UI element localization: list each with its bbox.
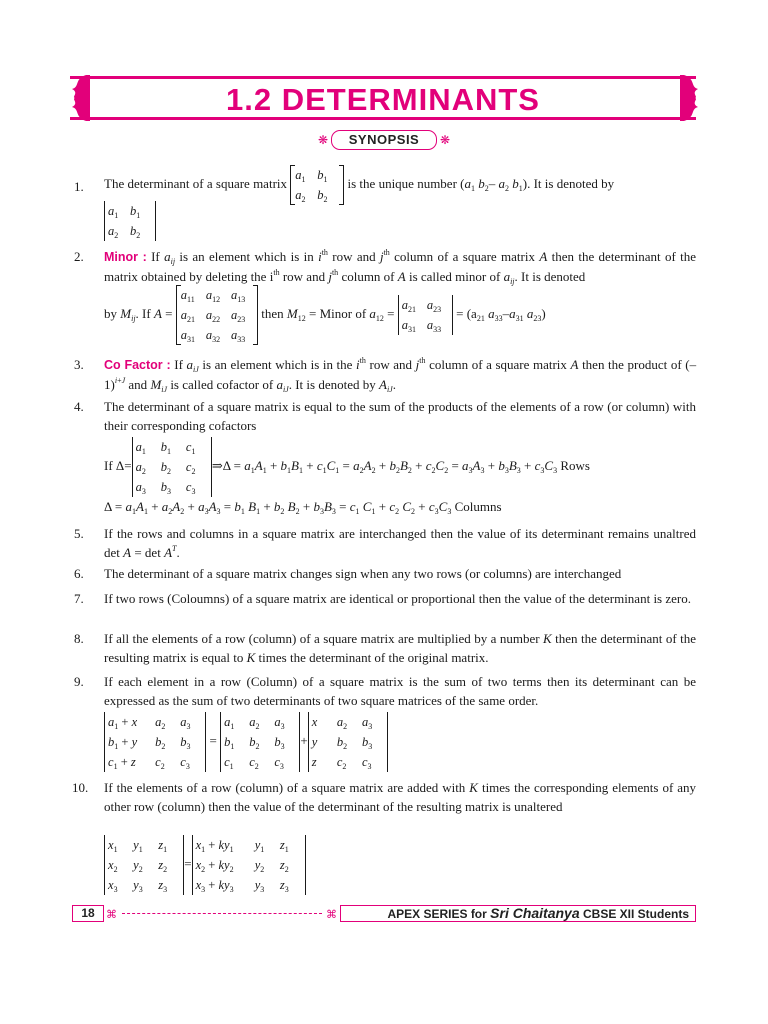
item-number: 8.: [74, 631, 84, 646]
item-number: 10.: [72, 780, 89, 795]
minor-example: by $M_{ij}$. If A = $a_{11}$ $a_{12}$ $a_{13}$ $a_{21}$ $a_{22}$ $a_{23}$ $a_{31}$ $a_{32}$ $a_{33}$ then $M_{12}$ = Minor of $a_{12}$ = $a_{21}$ $a_{23}$ $a_{31}$ $a_{33}$ = ($a_{21}$ $a_{33}-a_{31}$ $a_{23}$): [104, 285, 546, 345]
determinant: $a_1$ $b_1$ $c_1$ $a_2$ $b_2$ $c_2$ $a_3$ $b_3$ $c_3$: [132, 437, 212, 497]
determinant: $x_1 + ky_1$ $y_1$ $z_1$ $x_2 + ky_2$ $y_2$ $z_2$ $x_3 + ky_3$ $y_3$ $z_3$: [192, 835, 306, 895]
matrix: $a_{11}$ $a_{12}$ $a_{13}$ $a_{21}$ $a_{22}$ $a_{23}$ $a_{31}$ $a_{32}$ $a_{33}$: [176, 285, 258, 345]
footer-left-ornament-icon: ⌘: [106, 908, 117, 921]
item-number: 9.: [74, 674, 84, 689]
item-number: 2.: [74, 249, 84, 264]
synopsis-left-ornament-icon: ❋: [318, 133, 329, 147]
title-banner: [70, 76, 696, 120]
footer-divider: [122, 913, 322, 914]
item-number: 7.: [74, 591, 84, 606]
item-number: 6.: [74, 566, 84, 581]
item-text: Minor : If $a_{ij}$ is an element which is in $i^{th}$ row and $j^{th}$ column of a square matrix A then the determinant of the matrix obtained by deleting the $i^{th}$ row and $j^{th}$ column of A is called minor of $a_{ij}$. It is denoted: [104, 248, 697, 286]
determinant: $a_1 + x$ $a_2$ $a_3$ $b_1 + y$ $b_2$ $b_3$ $c_1 + z$ $c_2$ $c_3$: [104, 712, 206, 772]
determinant: $a_1$ $b_1$ $a_2$ $b_2$: [104, 201, 156, 241]
item-text: If each element in a row (Column) of a square matrix is the sum of two terms then its determinant can be expressed as the sum of two determinants of two square matrices of the same order.: [104, 674, 696, 708]
item-text: If the rows and columns in a square matrix are interchanged then the value of its determinant remains unaltred $\det A = \det A^T$.: [104, 526, 696, 560]
determinant: $a_{21}$ $a_{23}$ $a_{31}$ $a_{33}$: [398, 295, 453, 335]
list-item: [74, 564, 696, 584]
page-title: 1.2 DETERMINANTS: [226, 82, 540, 117]
rows-expansion: If Δ= $a_1$ $b_1$ $c_1$ $a_2$ $b_2$ $c_2$ $a_3$ $b_3$ $c_3$ ⇒Δ = $a_1A_1 + b_1B_1 + c_1C_1 = a_2A_2 + b_2B_2 + c_2C_2 = a_3A_3 + b_3B_3 + c_3C_3$ Rows: [104, 437, 590, 497]
list-item: [74, 397, 696, 517]
item-text: The determinant of a square matrix changes sign when any two rows (or columns) are interchanged: [104, 566, 622, 581]
item-text: If the elements of a row (column) of a square matrix are added with K times the corresponding elements of any other row (column) then the value of the determinant of the resulting matrix is unaltered: [104, 780, 697, 814]
matrix: $a_1$ $b_1$ $a_2$ $b_2$: [290, 165, 344, 205]
determinant: $a_1$ $a_2$ $a_3$ $b_1$ $b_2$ $b_3$ $c_1$ $c_2$ $c_3$: [220, 712, 300, 772]
determinant: x $a_2$ $a_3$ y $b_2$ $b_3$ z $c_2$ $c_3$: [308, 712, 388, 772]
item-number: 1.: [74, 179, 84, 194]
list-item: [74, 629, 696, 669]
list-item: [74, 589, 696, 629]
footer-series-label: APEX SERIES for Sri Chaitanya CBSE XII Students: [340, 905, 696, 922]
item-text: The determinant of a square matrix $a_1$ $b_1$ $a_2$ $b_2$ is the unique number ($a_1$ $b_2-$ $a_2$ $b_1$). It is denoted by: [104, 165, 696, 205]
row-operation-example: $x_1$ $y_1$ $z_1$ $x_2$ $y_2$ $z_2$ $x_3$ $y_3$ $z_3$ = $x_1 + ky_1$ $y_1$ $z_1$ $x_2 + ky_2$ $y_2$ $z_2$ $x_3 + ky_3$ $y_3$ $z_3$: [104, 835, 306, 895]
synopsis-right-ornament-icon: ❋: [440, 133, 451, 147]
brand-name: Sri Chaitanya: [490, 905, 580, 921]
item-number: 4.: [74, 399, 84, 414]
determinant: $x_1$ $y_1$ $z_1$ $x_2$ $y_2$ $z_2$ $x_3$ $y_3$ $z_3$: [104, 835, 184, 895]
page-number: 18: [72, 905, 104, 922]
right-ornament-icon: [680, 73, 704, 123]
item-number: 3.: [74, 357, 84, 372]
synopsis-label: SYNOPSIS: [331, 130, 437, 150]
item-text: Co Factor : If $a_{iJ}$ is an element which is in the $i^{th}$ row and $j^{th}$ column of a square matrix A then the product of $(-1)^{i+J}$ and $M_{iJ}$ is called cofactor of $a_{iJ}$. It is denoted by $A_{iJ}$.: [104, 356, 697, 394]
sum-of-determinants: $a_1 + x$ $a_2$ $a_3$ $b_1 + y$ $b_2$ $b_3$ $c_1 + z$ $c_2$ $c_3$ = $a_1$ $a_2$ $a_3$ $b_1$ $b_2$ $b_3$ $c_1$ $c_2$ $c_3$ + x $a_2$ $a_3$ y $b_2$ $b_3$ z $c_2$ $c_3$: [104, 712, 388, 772]
item-text: The determinant of a square matrix is equal to the sum of the products of the elements of a row (or column) with their corresponding cofactors: [104, 399, 696, 433]
list-item: [74, 672, 696, 777]
list-item: [74, 355, 696, 395]
footer-right-ornament-icon: ⌘: [326, 908, 337, 921]
list-item: [74, 165, 696, 240]
item-text: If two rows (Coloumns) of a square matrix are identical or proportional then the value of the determinant is zero.: [104, 591, 691, 606]
minor-label: Minor :: [104, 250, 147, 264]
item-text: If all the elements of a row (column) of a square matrix are multiplied by a number K then the determinant of the resulting matrix is equal to K times the determinant of the original matrix.: [104, 631, 697, 665]
columns-expansion: $\Delta = a_1A_1 + a_2A_2 + a_3A_3 = b_1$ $B_1 + b_2$ $B_2 + b_3B_3 = c_1$ $C_1 + c_2$ $C_2 + c_3C_3$ Columns: [104, 499, 502, 516]
cofactor-label: Co Factor :: [104, 358, 171, 372]
list-item: [74, 524, 696, 564]
item-number: 5.: [74, 526, 84, 541]
list-item: [74, 247, 696, 347]
list-item: [74, 778, 696, 898]
